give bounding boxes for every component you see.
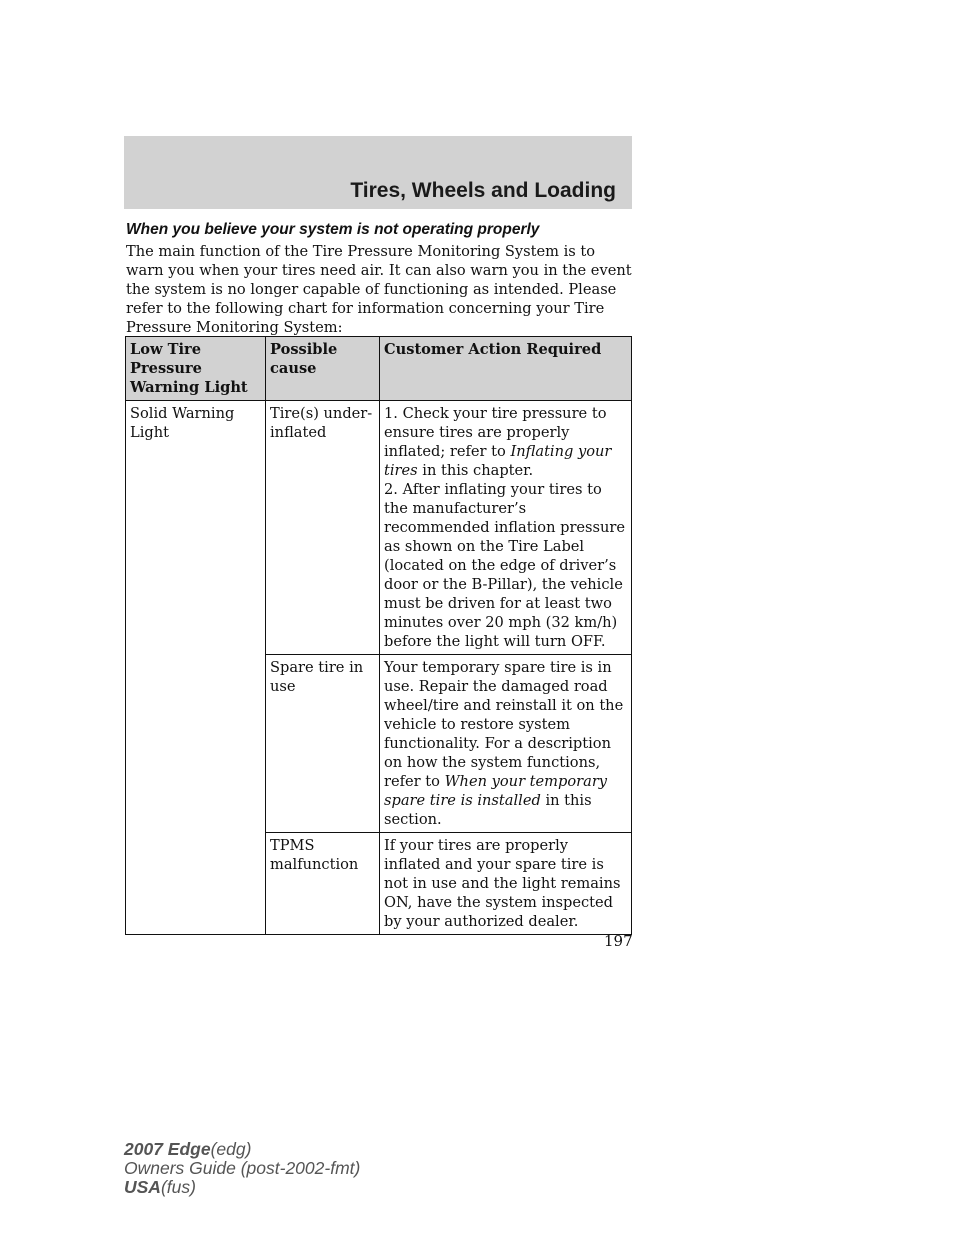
action-text: in this section. [384,792,592,828]
page-number: 197 [604,932,633,950]
table-row [126,401,632,655]
document-footer [124,1140,360,1197]
action-text: 1. Check your tire pressure to ensure tires are properly inflated; refer to [384,405,607,460]
subheading: When you believe your system is not operating properly [126,221,540,238]
section-title: Tires, Wheels and Loading [350,179,616,202]
action-text: in this chapter. [417,462,534,479]
cell-action [380,655,632,833]
intro-paragraph: The main function of the Tire Pressure Monitoring System is to warn you when your tires need air. It can also warn you in the event the system is no longer capable of functioning as intended. Please refer to the following chart for information concerning your Tire Pressure Monitoring System: [126,243,632,336]
action-step-1 [384,404,627,480]
footer-model: 2007 Edge [124,1139,211,1159]
header-warning-light: Low Tire Pressure Warning Light [126,337,266,401]
cell-action [380,401,632,655]
action-text: Your temporary spare tire is in use. Repair the damaged road wheel/tire and reinstall it on the vehicle to restore system functionality. For a description on how the system functions, refer to [384,659,624,790]
table-header-row [126,337,632,401]
footer-market: USA [124,1177,161,1197]
cross-reference: When your temporary spare tire is installed [384,773,608,809]
footer-line-2: Owners Guide (post-2002-fmt) [124,1158,361,1178]
cell-warning-light: Solid Warning Light [126,401,266,655]
cell-action: If your tires are properly inflated and your spare tire is not in use and the light remains ON, have the system inspected by your authorized dealer. [380,833,632,935]
footer-market-code: (fus) [160,1177,196,1197]
table-row [126,833,632,935]
footer-line-1 [124,1140,360,1159]
footer-line-3 [124,1178,360,1197]
header-action-required: Customer Action Required [380,337,632,401]
section-header [124,136,632,209]
cell-cause: TPMS malfunction [266,833,380,935]
cross-reference: Inflating your tires [384,443,612,479]
action-step-2: 2. After inflating your tires to the manufacturer’s recommended inflation pressure as shown on the Tire Label (located on the edge of driver’s door or the B-Pillar), the vehicle must be driven for at least two minutes over 20 mph (32 km/h) before the light will turn OFF. [384,481,626,650]
cell-empty [126,833,266,935]
cell-cause: Tire(s) under-inflated [266,401,380,655]
tpms-chart [125,336,632,935]
cell-empty [126,655,266,833]
header-possible-cause: Possible cause [266,337,380,401]
cell-cause: Spare tire in use [266,655,380,833]
footer-model-code: (edg) [210,1139,252,1159]
table-row [126,655,632,833]
